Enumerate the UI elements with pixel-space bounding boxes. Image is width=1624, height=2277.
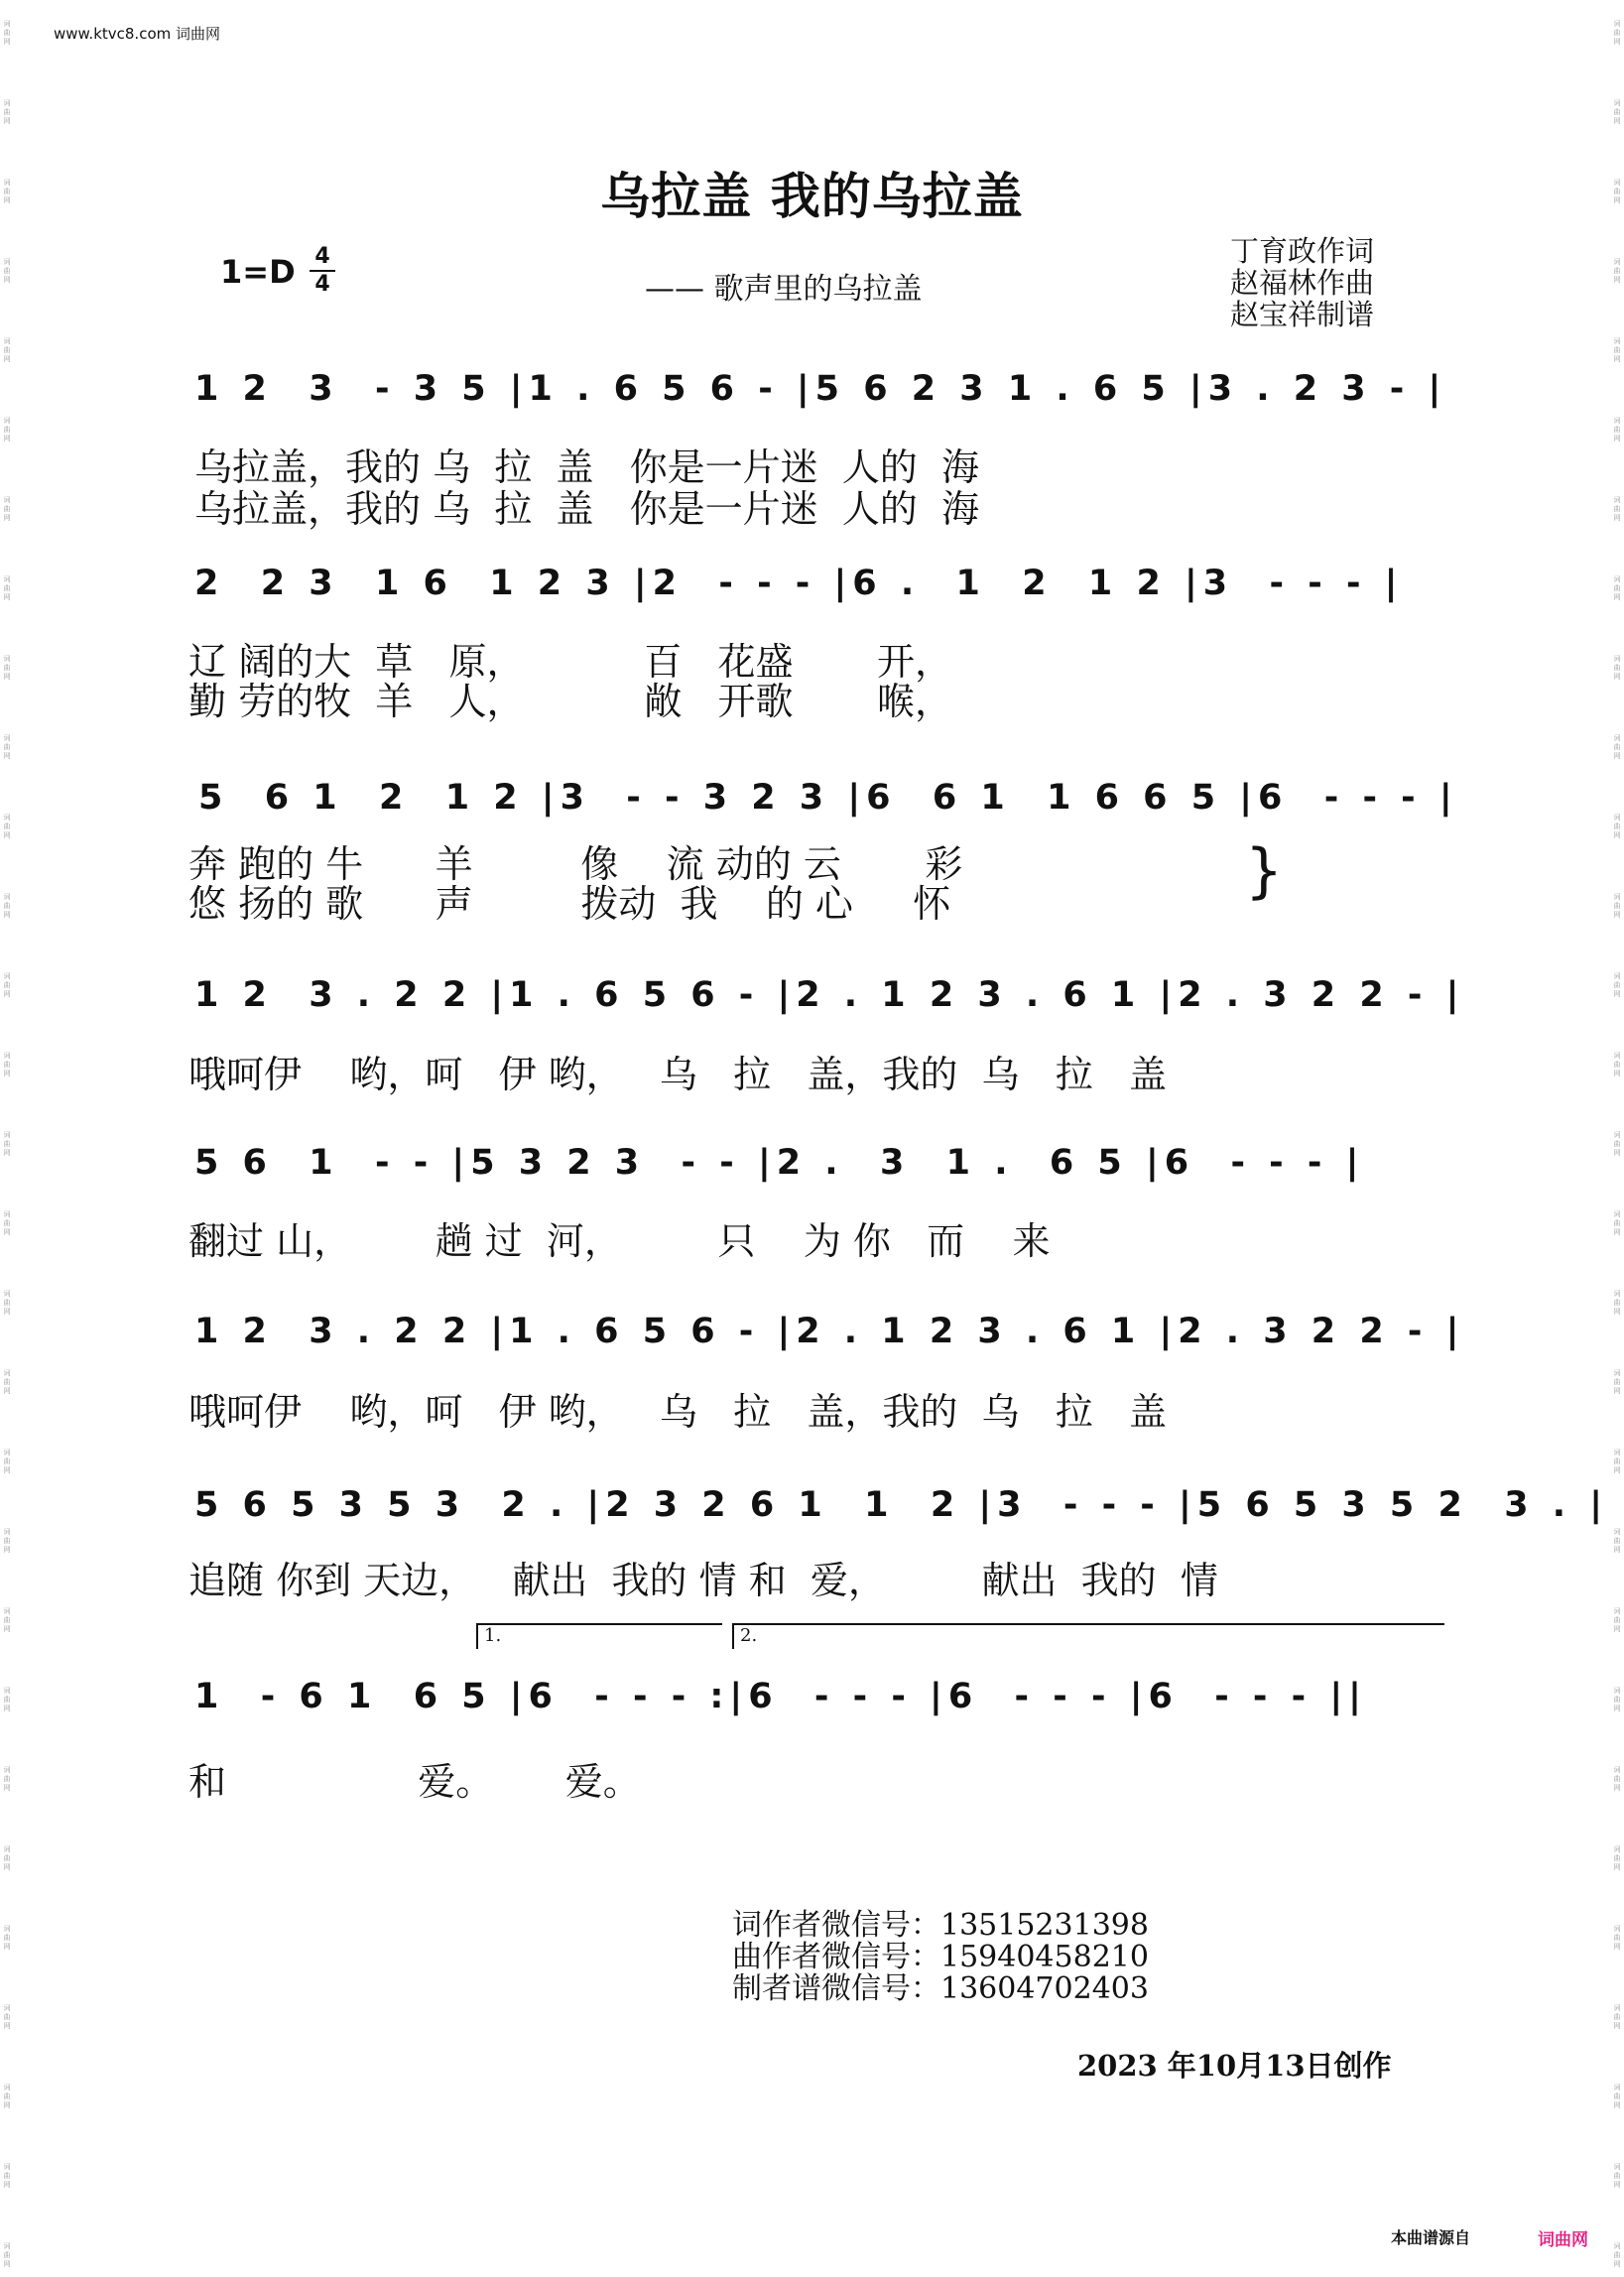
watermark-glyph: 词 (3, 1210, 11, 1218)
watermark-glyph: 网 (3, 1625, 11, 1633)
watermark-glyph: 曲 (1613, 1934, 1621, 1942)
watermark-glyph: 曲 (3, 664, 11, 672)
watermark-glyph: 网 (3, 593, 11, 601)
contact-composer: 曲作者微信号：15940458210 (732, 1940, 1149, 1974)
watermark-glyph: 网 (1613, 435, 1621, 443)
watermark-glyph: 曲 (1613, 1140, 1621, 1148)
watermark-glyph: 网 (1613, 1784, 1621, 1792)
watermark-glyph: 曲 (3, 426, 11, 434)
watermark-glyph: 网 (1613, 1625, 1621, 1633)
watermark-glyph: 曲 (3, 267, 11, 275)
watermark-glyph: 词 (3, 893, 11, 901)
lyrics-line-3-verse-2: 悠 扬的 歌 声 拨动 我 的 心 怀 (188, 882, 951, 926)
watermark-glyph: 网 (1613, 911, 1621, 919)
watermark-glyph: 曲 (3, 1775, 11, 1783)
watermark-glyph: 网 (3, 2022, 11, 2030)
left-watermark-strip (0, 0, 14, 2277)
watermark-glyph: 网 (1613, 38, 1621, 46)
watermark-glyph: 词 (3, 1131, 11, 1139)
key-signature: 1=D (220, 253, 296, 291)
watermark-glyph: 曲 (3, 1061, 11, 1069)
watermark-glyph: 词 (1613, 1210, 1621, 1218)
watermark-glyph: 词 (1613, 575, 1621, 583)
watermark-glyph: 曲 (3, 1537, 11, 1545)
watermark-glyph: 词 (1613, 1607, 1621, 1615)
site-header: www.ktvc8.com 词曲网 (54, 25, 221, 43)
contact-arranger: 制者谱微信号：13604702403 (732, 1971, 1149, 2006)
watermark-glyph: 曲 (1613, 981, 1621, 989)
notes-line-7: 5 6 5 3 5 3 2 . |2 3 2 6 1 1 2 |3 - - - |5 6 5 3 5 2 3 . | (194, 1485, 1608, 1525)
watermark-glyph: 词 (3, 179, 11, 187)
watermark-glyph: 曲 (3, 2013, 11, 2021)
watermark-glyph: 曲 (3, 1696, 11, 1704)
creation-date: 2023 年10月13日创作 (1077, 2049, 1392, 2083)
notes-line-6: 1 2 3 . 2 2 |1 . 6 5 6 - |2 . 1 2 3 . 6 1 |2 . 3 2 2 - | (194, 1312, 1465, 1351)
watermark-glyph: 曲 (1613, 2251, 1621, 2259)
watermark-glyph: 网 (1613, 1705, 1621, 1712)
watermark-glyph: 曲 (3, 902, 11, 910)
watermark-glyph: 曲 (1613, 1775, 1621, 1783)
watermark-glyph: 曲 (3, 981, 11, 989)
watermark-glyph: 词 (3, 2004, 11, 2012)
watermark-glyph: 网 (1613, 1943, 1621, 1951)
watermark-glyph: 曲 (1613, 822, 1621, 830)
watermark-glyph: 词 (1613, 258, 1621, 266)
watermark-glyph: 词 (1613, 814, 1621, 822)
watermark-glyph: 曲 (1613, 108, 1621, 116)
watermark-glyph: 网 (3, 1863, 11, 1871)
watermark-glyph: 网 (1613, 2101, 1621, 2109)
watermark-glyph: 网 (3, 1387, 11, 1395)
watermark-glyph: 网 (3, 1705, 11, 1712)
volta-1: 1. (476, 1623, 722, 1649)
watermark-glyph: 网 (3, 2181, 11, 2189)
watermark-glyph: 词 (3, 1052, 11, 1060)
watermark-glyph: 曲 (1613, 29, 1621, 37)
watermark-glyph: 网 (3, 752, 11, 760)
watermark-glyph: 曲 (1613, 188, 1621, 195)
watermark-glyph: 词 (1613, 655, 1621, 663)
footer-site-link[interactable]: 词曲网 (1538, 2230, 1588, 2250)
watermark-glyph: 网 (1613, 196, 1621, 204)
watermark-glyph: 曲 (1613, 2092, 1621, 2100)
watermark-glyph: 词 (1613, 99, 1621, 107)
watermark-glyph: 曲 (3, 1457, 11, 1465)
watermark-glyph: 曲 (3, 2172, 11, 2180)
watermark-glyph: 词 (3, 1528, 11, 1536)
footer-source-label: 本曲谱源自 (1391, 2228, 1471, 2247)
right-watermark-strip (1610, 0, 1624, 2277)
watermark-glyph: 曲 (1613, 902, 1621, 910)
watermark-glyph: 词 (1613, 337, 1621, 345)
watermark-glyph: 词 (1613, 1528, 1621, 1536)
watermark-glyph: 词 (3, 2084, 11, 2091)
watermark-glyph: 曲 (1613, 1696, 1621, 1704)
watermark-glyph: 网 (1613, 514, 1621, 522)
watermark-glyph: 网 (3, 2101, 11, 2109)
watermark-glyph: 词 (3, 1687, 11, 1695)
watermark-glyph: 网 (1613, 2181, 1621, 2189)
watermark-glyph: 曲 (3, 743, 11, 751)
watermark-glyph: 网 (3, 2260, 11, 2268)
watermark-glyph: 词 (1613, 417, 1621, 425)
watermark-glyph: 词 (3, 496, 11, 504)
watermark-glyph: 词 (3, 417, 11, 425)
watermark-glyph: 曲 (3, 2092, 11, 2100)
credit-composer: 赵福林作曲 (1230, 266, 1375, 300)
time-signature-bottom: 4 (314, 272, 330, 297)
watermark-glyph: 词 (1613, 2004, 1621, 2012)
watermark-glyph: 曲 (1613, 1457, 1621, 1465)
notes-line-8: 1 - 6 1 6 5 |6 - - - :|6 - - - |6 - - - |6 - - - || (194, 1677, 1367, 1716)
subtitle: —— 歌声里的乌拉盖 (645, 272, 923, 307)
lyrics-line-4: 哦呵伊 哟，呵 伊 哟， 乌 拉 盖，我的 乌 拉 盖 (188, 1053, 1167, 1096)
watermark-glyph: 网 (1613, 117, 1621, 125)
watermark-glyph: 曲 (3, 822, 11, 830)
credit-arranger: 赵宝祥制谱 (1230, 298, 1375, 331)
watermark-glyph: 网 (1613, 276, 1621, 284)
watermark-glyph: 网 (3, 673, 11, 681)
watermark-glyph: 曲 (3, 505, 11, 513)
verse-brace: } (1245, 836, 1284, 906)
notes-line-3: 5 6 1 2 1 2 |3 - - 3 2 3 |6 6 1 1 6 6 5 |6 - - - | (198, 778, 1458, 818)
watermark-glyph: 网 (1613, 1228, 1621, 1236)
watermark-glyph: 曲 (3, 108, 11, 116)
watermark-glyph: 曲 (1613, 1061, 1621, 1069)
watermark-glyph: 网 (3, 990, 11, 998)
lyrics-line-6: 哦呵伊 哟，呵 伊 哟， 乌 拉 盖，我的 乌 拉 盖 (188, 1390, 1167, 1434)
watermark-glyph: 曲 (1613, 426, 1621, 434)
watermark-glyph: 曲 (3, 2251, 11, 2259)
watermark-glyph: 网 (3, 1149, 11, 1157)
watermark-glyph: 曲 (3, 1219, 11, 1227)
watermark-glyph: 词 (1613, 1052, 1621, 1060)
watermark-glyph: 网 (1613, 1466, 1621, 1474)
watermark-glyph: 词 (1613, 1766, 1621, 1774)
watermark-glyph: 网 (3, 117, 11, 125)
watermark-glyph: 网 (1613, 593, 1621, 601)
watermark-glyph: 网 (3, 1546, 11, 1554)
watermark-glyph: 曲 (3, 1140, 11, 1148)
watermark-glyph: 曲 (1613, 1219, 1621, 1227)
lyrics-line-2-verse-1: 辽 阔的大 草 原， 百 花盛 开， (188, 640, 953, 684)
watermark-glyph: 词 (1613, 1369, 1621, 1377)
watermark-glyph: 词 (1613, 20, 1621, 28)
watermark-glyph: 词 (1613, 2084, 1621, 2091)
watermark-glyph: 网 (1613, 1070, 1621, 1077)
watermark-glyph: 网 (3, 1466, 11, 1474)
watermark-glyph: 词 (1613, 972, 1621, 980)
watermark-glyph: 词 (1613, 496, 1621, 504)
watermark-glyph: 网 (1613, 1308, 1621, 1316)
watermark-glyph: 网 (1613, 1387, 1621, 1395)
watermark-glyph: 曲 (1613, 743, 1621, 751)
song-title: 乌拉盖 我的乌拉盖 (600, 168, 1024, 225)
watermark-glyph: 词 (1613, 2163, 1621, 2171)
watermark-glyph: 曲 (1613, 2172, 1621, 2180)
watermark-glyph: 词 (1613, 1925, 1621, 1933)
watermark-glyph: 词 (3, 1845, 11, 1853)
watermark-glyph: 曲 (3, 29, 11, 37)
lyrics-line-5: 翻过 山， 趟 过 河， 只 为 你 而 来 (188, 1219, 1051, 1263)
watermark-glyph: 网 (3, 911, 11, 919)
watermark-glyph: 词 (1613, 1687, 1621, 1695)
watermark-glyph: 曲 (1613, 664, 1621, 672)
watermark-glyph: 词 (3, 2242, 11, 2250)
time-signature (310, 246, 335, 296)
volta-2: 2. (732, 1623, 1444, 1649)
watermark-glyph: 词 (3, 734, 11, 742)
watermark-glyph: 曲 (3, 188, 11, 195)
watermark-glyph: 网 (3, 514, 11, 522)
watermark-glyph: 词 (3, 972, 11, 980)
watermark-glyph: 词 (3, 258, 11, 266)
watermark-glyph: 网 (1613, 831, 1621, 839)
watermark-glyph: 词 (1613, 1131, 1621, 1139)
watermark-glyph: 网 (1613, 752, 1621, 760)
watermark-glyph: 词 (1613, 1845, 1621, 1853)
watermark-glyph: 网 (3, 1943, 11, 1951)
watermark-glyph: 网 (3, 1070, 11, 1077)
watermark-glyph: 曲 (3, 1934, 11, 1942)
watermark-glyph: 曲 (3, 1854, 11, 1862)
watermark-glyph: 词 (3, 20, 11, 28)
watermark-glyph: 网 (3, 355, 11, 363)
watermark-glyph: 词 (1613, 2242, 1621, 2250)
watermark-glyph: 网 (1613, 355, 1621, 363)
watermark-glyph: 网 (1613, 1546, 1621, 1554)
watermark-glyph: 词 (3, 1607, 11, 1615)
watermark-glyph: 词 (3, 1925, 11, 1933)
watermark-glyph: 词 (3, 575, 11, 583)
watermark-glyph: 曲 (1613, 1854, 1621, 1862)
watermark-glyph: 网 (1613, 1149, 1621, 1157)
watermark-glyph: 词 (3, 655, 11, 663)
contact-lyricist: 词作者微信号：13515231398 (732, 1908, 1149, 1943)
watermark-glyph: 网 (3, 1308, 11, 1316)
notes-line-2: 2 2 3 1 6 1 2 3 |2 - - - |6 . 1 2 1 2 |3 - - - | (194, 564, 1404, 603)
watermark-glyph: 词 (1613, 179, 1621, 187)
watermark-glyph: 词 (3, 1766, 11, 1774)
lyrics-line-3-verse-1: 奔 跑的 牛 羊 像 流 动的 云 彩 (188, 842, 963, 886)
watermark-glyph: 曲 (3, 346, 11, 354)
watermark-glyph: 曲 (1613, 505, 1621, 513)
lyrics-line-2-verse-2: 勤 劳的牧 羊 人， 敞 开歌 喉， (188, 680, 953, 723)
watermark-glyph: 曲 (1613, 584, 1621, 592)
lyrics-line-8: 和 爱。 爱。 (188, 1760, 641, 1804)
time-signature-top: 4 (314, 244, 330, 269)
notes-line-5: 5 6 1 - - |5 3 2 3 - - |2 . 3 1 . 6 5 |6 - - - | (194, 1143, 1365, 1183)
watermark-glyph: 网 (1613, 990, 1621, 998)
watermark-glyph: 词 (1613, 893, 1621, 901)
credits (1230, 235, 1374, 330)
watermark-glyph: 曲 (3, 1378, 11, 1386)
watermark-glyph: 网 (1613, 1863, 1621, 1871)
watermark-glyph: 网 (3, 276, 11, 284)
watermark-glyph: 网 (3, 196, 11, 204)
watermark-glyph: 词 (3, 2163, 11, 2171)
watermark-glyph: 词 (3, 814, 11, 822)
watermark-glyph: 曲 (1613, 1616, 1621, 1624)
watermark-glyph: 词 (3, 1449, 11, 1456)
watermark-glyph: 网 (3, 1228, 11, 1236)
watermark-glyph: 曲 (1613, 267, 1621, 275)
watermark-glyph: 词 (3, 337, 11, 345)
lyrics-line-7: 追随 你到 天边， 献出 我的 情 和 爱， 献出 我的 情 (188, 1559, 1218, 1602)
watermark-glyph: 词 (1613, 734, 1621, 742)
watermark-glyph: 词 (3, 1369, 11, 1377)
watermark-glyph: 曲 (3, 1299, 11, 1307)
watermark-glyph: 词 (1613, 1290, 1621, 1298)
notes-line-4: 1 2 3 . 2 2 |1 . 6 5 6 - |2 . 1 2 3 . 6 1 |2 . 3 2 2 - | (194, 975, 1465, 1015)
credit-lyricist: 丁育政作词 (1230, 234, 1375, 268)
watermark-glyph: 网 (3, 831, 11, 839)
watermark-glyph: 词 (3, 1290, 11, 1298)
watermark-glyph: 词 (3, 99, 11, 107)
lyrics-line-1-verse-1: 乌拉盖，我的 乌 拉 盖 你是一片迷 人的 海 (194, 445, 979, 489)
watermark-glyph: 曲 (3, 1616, 11, 1624)
watermark-glyph: 曲 (1613, 346, 1621, 354)
watermark-glyph: 曲 (3, 584, 11, 592)
notes-line-1: 1 2 3 - 3 5 |1 . 6 5 6 - |5 6 2 3 1 . 6 5 |3 . 2 3 - | (194, 369, 1447, 409)
watermark-glyph: 网 (3, 1784, 11, 1792)
watermark-glyph: 网 (1613, 2022, 1621, 2030)
watermark-glyph: 曲 (1613, 1537, 1621, 1545)
watermark-glyph: 网 (1613, 673, 1621, 681)
watermark-glyph: 曲 (1613, 1378, 1621, 1386)
contact-info (732, 1910, 1149, 2005)
watermark-glyph: 曲 (1613, 2013, 1621, 2021)
watermark-glyph: 网 (3, 38, 11, 46)
lyrics-line-1-verse-2: 乌拉盖，我的 乌 拉 盖 你是一片迷 人的 海 (194, 487, 979, 531)
watermark-glyph: 词 (1613, 1449, 1621, 1456)
watermark-glyph: 网 (1613, 2260, 1621, 2268)
watermark-glyph: 网 (3, 435, 11, 443)
watermark-glyph: 曲 (1613, 1299, 1621, 1307)
